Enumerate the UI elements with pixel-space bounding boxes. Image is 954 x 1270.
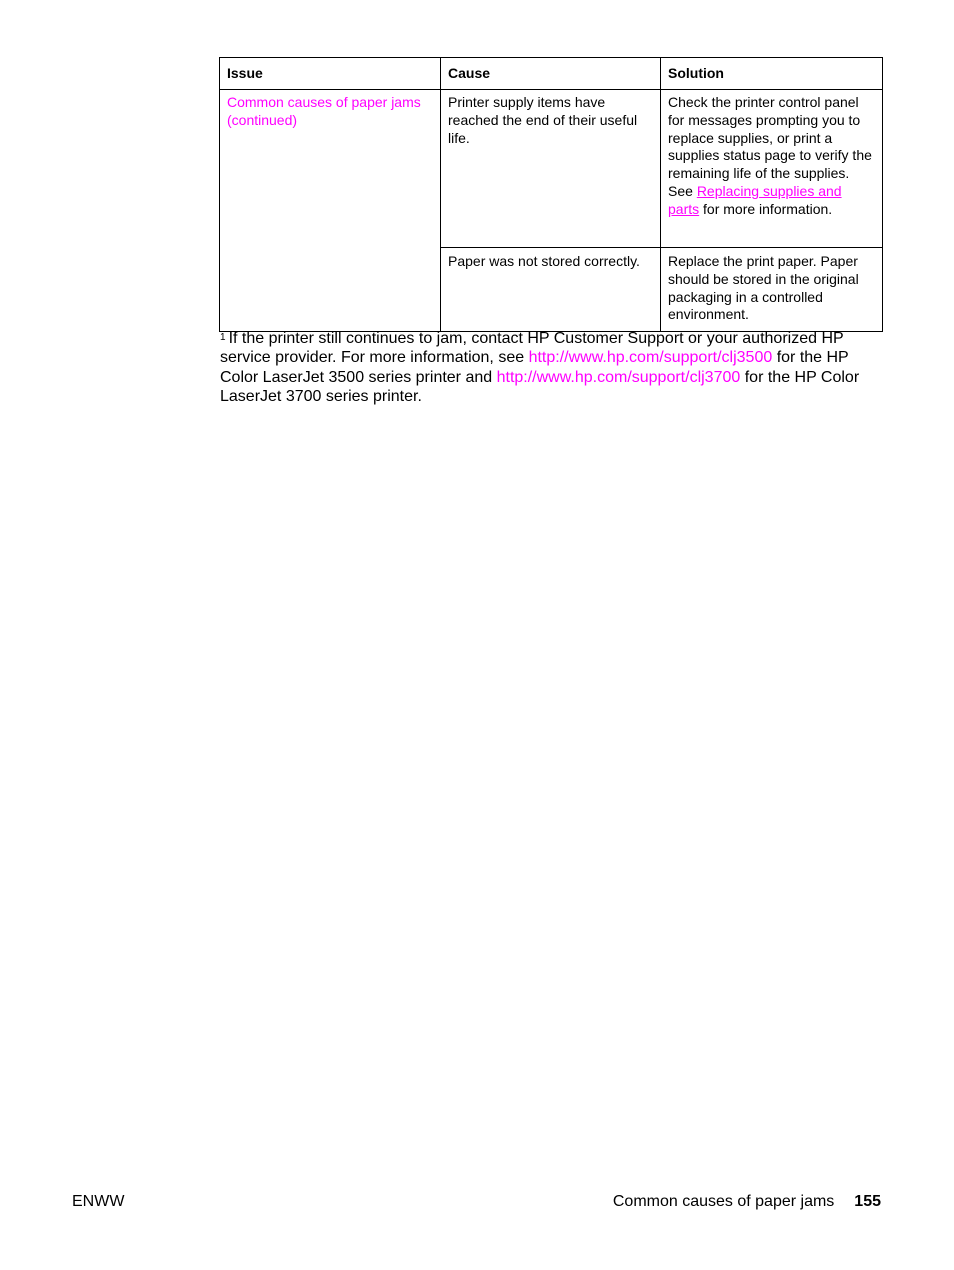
solution-text: Check the printer control panel for messages prompting you to replace supplies, or print a supplies status page to verify the remaining life of the supplies. See <box>668 94 872 199</box>
clj3500-link[interactable]: http://www.hp.com/support/clj3500 <box>528 349 773 367</box>
footnote-text: If the printer still continues to jam, contact HP Customer Support or your authorized HP service provider. For more information, see <box>220 330 844 367</box>
header-cause: Cause <box>441 58 661 90</box>
page-number: 155 <box>854 1193 881 1210</box>
solution-text-end: for more information. <box>699 200 833 217</box>
solution-cell: Replace the print paper. Paper should be stored in the original packaging in a controlled environment. <box>661 248 883 332</box>
header-issue: Issue <box>220 58 441 90</box>
issue-cell <box>220 90 441 332</box>
footnote-marker: 1 <box>220 332 226 343</box>
footnote <box>220 329 880 407</box>
footnote-text: for the HP Color LaserJet 3500 series printer and <box>220 349 849 386</box>
solution-cell <box>661 90 883 248</box>
table-row <box>220 90 883 248</box>
cause-cell: Paper was not stored correctly. <box>441 248 661 332</box>
footnote-text: for the HP Color LaserJet 3700 series printer. <box>220 368 860 406</box>
issue-link[interactable]: Common causes of paper jams (continued) <box>227 94 421 128</box>
footer-left-label: ENWW <box>72 1193 125 1210</box>
header-solution: Solution <box>661 58 883 90</box>
table-header-row <box>220 58 883 90</box>
footer-right <box>613 1192 881 1211</box>
clj3700-link[interactable]: http://www.hp.com/support/clj3700 <box>496 368 741 386</box>
footer-section-title: Common causes of paper jams <box>612 1193 835 1210</box>
troubleshooting-table <box>219 57 883 332</box>
replacing-supplies-link[interactable]: Replacing supplies and parts <box>668 182 842 217</box>
cause-cell: Printer supply items have reached the end of their useful life. <box>441 90 661 248</box>
